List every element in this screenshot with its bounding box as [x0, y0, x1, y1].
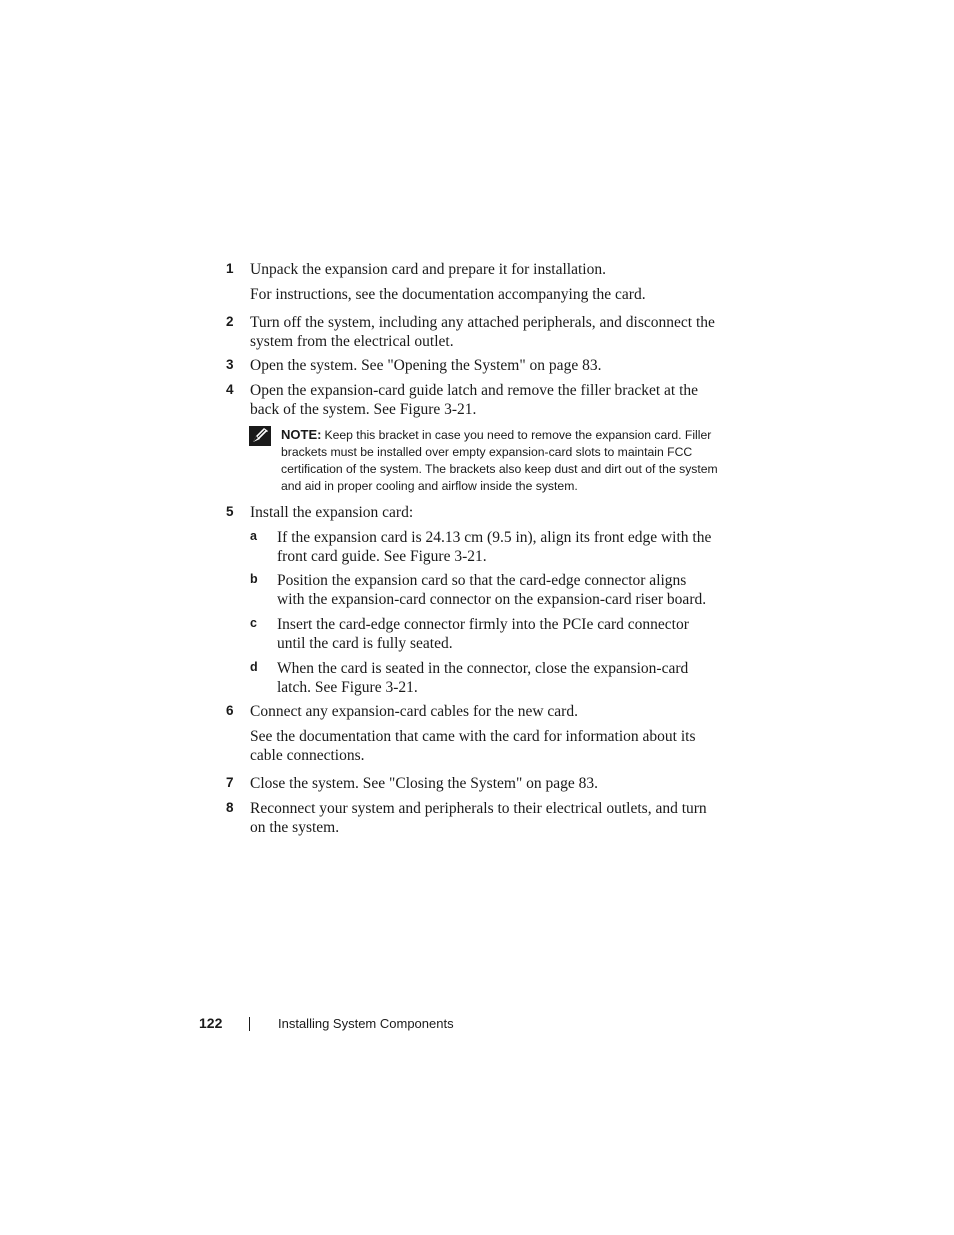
step-text: Close the system. See "Closing the System" on page 83.	[250, 775, 599, 792]
section-title: Installing System Components	[278, 1016, 454, 1031]
step-text: Install the expansion card:	[250, 504, 414, 521]
step-6-followup: See the documentation that came with the card for information about its cable connections.	[250, 728, 696, 764]
substep-letter: c	[250, 616, 257, 630]
step-1-followup: For instructions, see the documentation accompanying the card.	[250, 286, 646, 303]
substep-text: If the expansion card is 24.13 cm (9.5 in), align its front edge with the front card guide. See Figure 3-21.	[277, 529, 712, 565]
step-number: 1	[226, 261, 234, 276]
step-text: Reconnect your system and peripherals to their electrical outlets, and turn on the system.	[250, 800, 707, 836]
step-number: 5	[226, 504, 234, 519]
substep-letter: d	[250, 660, 258, 674]
substep-text: Position the expansion card so that the card-edge connector aligns with the expansion-card connector on the expansion-card riser board.	[277, 572, 707, 608]
step-number: 8	[226, 800, 234, 815]
step-number: 2	[226, 314, 234, 329]
page-footer	[0, 1013, 954, 1037]
note-text	[281, 426, 721, 495]
step-number: 6	[226, 703, 234, 718]
substep-text: Insert the card-edge connector firmly into the PCIe card connector until the card is fully seated.	[277, 616, 689, 652]
step-text: Unpack the expansion card and prepare it for installation.	[250, 261, 606, 278]
step-number: 4	[226, 382, 234, 397]
note-body: Keep this bracket in case you need to remove the expansion card. Filler brackets must be installed over empty expansion-card slots to maintain FCC certification of the system. The brackets also keep dust and dirt out of the system and aid in proper cooling and airflow inside the system.	[281, 428, 718, 493]
footer-divider	[249, 1017, 250, 1031]
step-number: 3	[226, 357, 234, 372]
pencil-note-icon	[249, 426, 271, 446]
page-number: 122	[199, 1015, 223, 1031]
step-number: 7	[226, 775, 234, 790]
step-text: Open the system. See "Opening the System" on page 83.	[250, 357, 602, 374]
substep-letter: a	[250, 529, 257, 543]
step-text: Open the expansion-card guide latch and remove the filler bracket at the back of the system. See Figure 3-21.	[250, 382, 699, 418]
substep-letter: b	[250, 572, 258, 586]
step-text: Turn off the system, including any attached peripherals, and disconnect the system from the electrical outlet.	[250, 314, 715, 350]
note-label: NOTE:	[281, 427, 322, 442]
substep-text: When the card is seated in the connector, close the expansion-card latch. See Figure 3-21.	[277, 660, 689, 696]
step-text: Connect any expansion-card cables for the new card.	[250, 703, 578, 720]
